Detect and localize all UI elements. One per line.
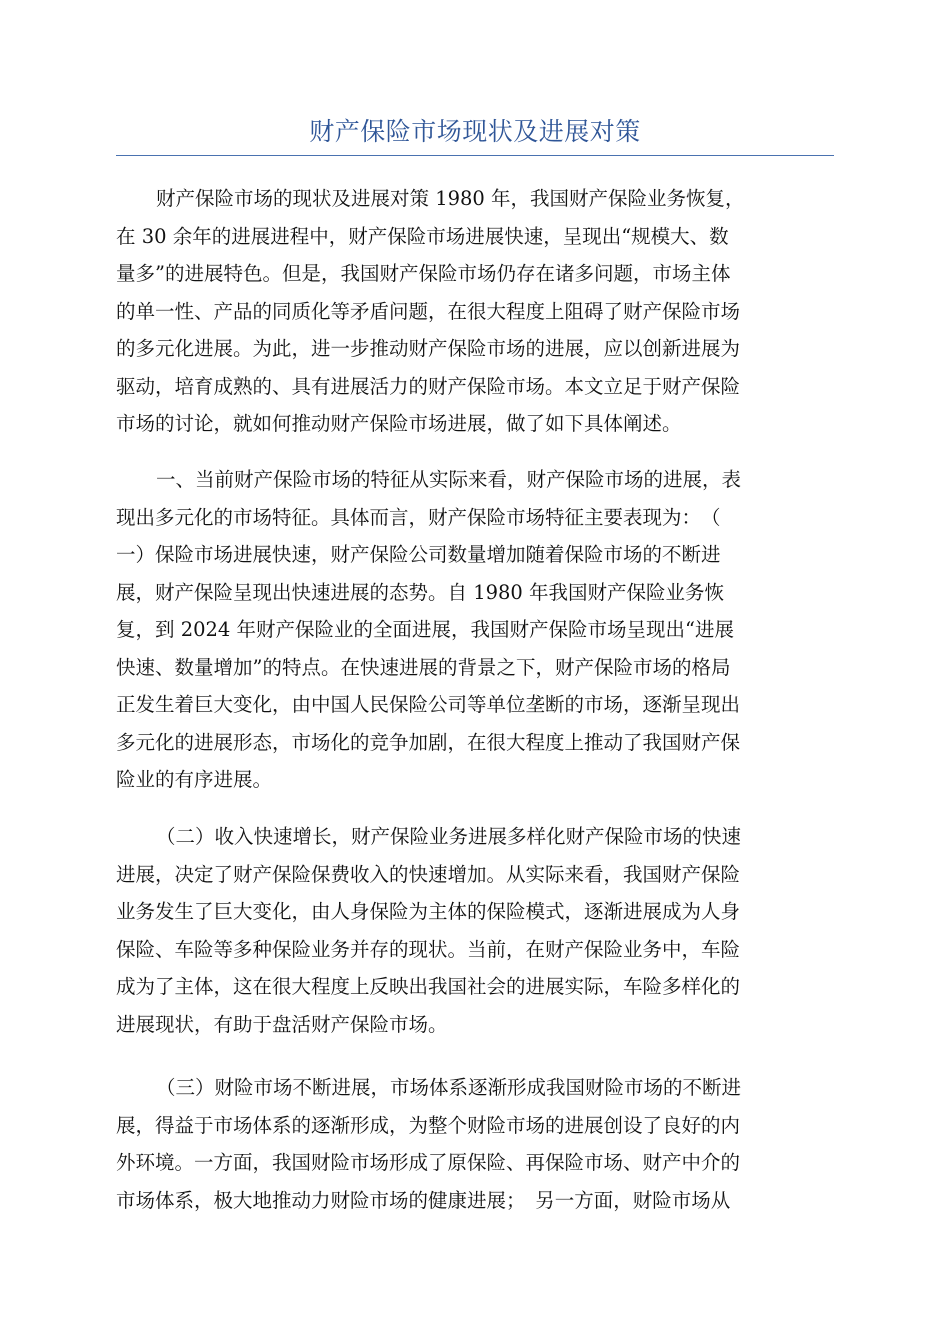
paragraph-line: 一）保险市场进展快速，财产保险公司数量增加随着保险市场的不断进 — [116, 543, 721, 566]
paragraph-line: 保险、车险等多种保险业务并存的现状。当前，在财产保险业务中，车险 — [116, 937, 741, 961]
paragraph-line: 外环境。一方面，我国财险市场形成了原保险、再保险市场、财产中介的 — [116, 1151, 741, 1174]
paragraph-section-2 — [116, 818, 832, 1043]
paragraph-section-3 — [116, 1069, 832, 1219]
paragraph-line: 市场的讨论，就如何推动财产保险市场进展，做了如下具体阐述。 — [116, 412, 682, 435]
paragraph-line: 在 30 余年的进展进程中，财产保险市场进展快速，呈现出“规模大、数 — [116, 224, 729, 248]
paragraph-line: 险业的有序进展。 — [116, 768, 273, 791]
paragraph-line: 进展，决定了财产保险保费收入的快速增加。从实际来看，我国财产保险 — [116, 862, 741, 886]
paragraph-line: 一、当前财产保险市场的特征从实际来看，财产保险市场的进展，表 — [156, 468, 742, 491]
title-underline — [116, 155, 834, 156]
paragraph-line: 成为了主体，这在很大程度上反映出我国社会的进展实际，车险多样化的 — [116, 975, 741, 998]
paragraph-line: 展，财产保险呈现出快速进展的态势。自 1980 年我国财产保险业务恢 — [116, 580, 725, 604]
paragraph-line: 的多元化进展。为此，进一步推动财产保险市场的进展，应以创新进展为 — [116, 337, 741, 360]
paragraph-line: 市场体系，极大地推动力财险市场的健康进展； 另一方面，财险市场从 — [116, 1188, 731, 1212]
paragraph-section-1 — [116, 461, 832, 799]
paragraph-line: （二）收入快速增长，财产保险业务进展多样化财产保险市场的快速 — [156, 825, 742, 848]
paragraph-line: 财产保险市场的现状及进展对策 1980 年，我国财产保险业务恢复， — [156, 187, 745, 210]
document-title: 财产保险市场现状及进展对策 — [309, 117, 641, 146]
paragraph-line: 快速、数量增加”的特点。在快速进展的背景之下，财产保险市场的格局 — [116, 655, 731, 679]
paragraph-line: 展，得益于市场体系的逐渐形成，为整个财险市场的进展创设了良好的内 — [116, 1113, 741, 1137]
paragraph-line: 正发生着巨大变化，由中国人民保险公司等单位垄断的市场，逐渐呈现出 — [116, 693, 741, 716]
paragraph-line: 进展现状，有助于盘活财产保险市场。 — [116, 1012, 448, 1036]
paragraph-line: （三）财险市场不断进展，市场体系逐渐形成我国财险市场的不断进 — [156, 1076, 742, 1099]
paragraph-line: 多元化的进展形态，市场化的竞争加剧，在很大程度上推动了我国财产保 — [116, 730, 741, 754]
paragraph-line: 现出多元化的市场特征。具体而言，财产保险市场特征主要表现为： （ — [116, 505, 721, 529]
paragraph-intro — [116, 180, 832, 443]
paragraph-line: 驱动，培育成熟的、具有进展活力的财产保险市场。本文立足于财产保险 — [116, 374, 741, 398]
paragraph-line: 业务发生了巨大变化，由人身保险为主体的保险模式，逐渐进展成为人身 — [116, 900, 741, 923]
paragraph-line: 的单一性、产品的同质化等矛盾问题，在很大程度上阻碍了财产保险市场 — [116, 299, 741, 323]
paragraph-line: 复，到 2024 年财产保险业的全面进展，我国财产保险市场呈现出“进展 — [116, 618, 734, 641]
paragraph-line: 量多”的进展特色。但是，我国财产保险市场仍存在诸多问题，市场主体 — [116, 262, 731, 285]
